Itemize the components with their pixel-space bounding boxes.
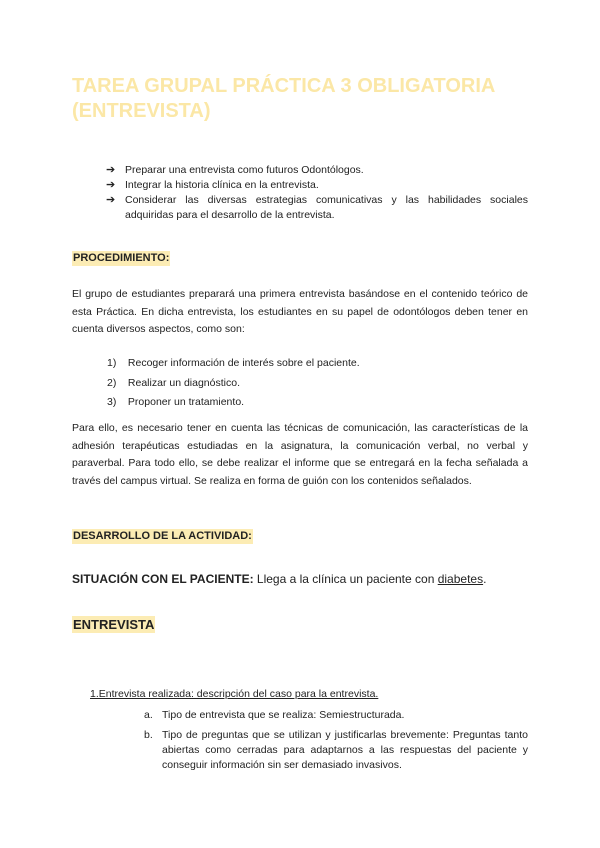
procedimiento-body: Para ello, es necesario tener en cuenta las técnicas de comunicación, las características de la adhesión terapéuticas estudiadas en la asignatura, la comunicación verbal, no verbal y paraverbal. Para todo ello, se debe realizar el informe que se entregará en la fecha señalada a través del campus virtual. Se realiza en forma de guión con los contenidos señalados.: [72, 422, 528, 487]
objective-text: Integrar la historia clínica en la entrevista.: [125, 179, 319, 191]
step-text: Recoger información de interés sobre el paciente.: [127, 357, 360, 369]
entrevista-items-list: [144, 708, 528, 778]
step-number: 3): [107, 396, 117, 408]
procedure-steps-list: [107, 354, 360, 413]
procedimiento-intro: El grupo de estudiantes preparará una primera entrevista basándose en el contenido teórico de esta Práctica. En dicha entrevista, los estudiantes en su papel de odontólogos deben tener en cuenta diversos aspectos, como son:: [72, 288, 528, 335]
document-title: [72, 74, 542, 124]
arrow-icon: ➔: [106, 164, 116, 176]
objective-item: [106, 193, 528, 223]
item-marker: b.: [144, 729, 153, 741]
step-number: 1): [107, 357, 117, 369]
entrevista-subheading: 1.Entrevista realizada: descripción del caso para la entrevista.: [90, 688, 379, 700]
procedimiento-heading: PROCEDIMIENTO:: [73, 252, 170, 264]
situation-label: SITUACIÓN CON EL PACIENTE:: [72, 572, 254, 586]
desarrollo-heading: DESARROLLO DE LA ACTIVIDAD:: [73, 530, 252, 542]
situation-text: Llega a la clínica un paciente con: [253, 572, 438, 586]
arrow-icon: ➔: [106, 179, 116, 191]
item-text: Tipo de entrevista que se realiza: Semiestructurada.: [162, 709, 405, 721]
procedure-step: [107, 374, 360, 394]
objective-item: [106, 163, 528, 178]
step-text: Realizar un diagnóstico.: [127, 376, 240, 389]
objectives-list: [106, 163, 528, 223]
diabetes-link[interactable]: diabetes: [437, 572, 484, 586]
entrevista-item: [144, 728, 528, 773]
procedure-step: [107, 393, 360, 413]
title-line-2: (ENTREVISTA): [72, 100, 211, 122]
objective-text: Preparar una entrevista como futuros Odontólogos.: [125, 164, 364, 176]
procedure-step: [107, 354, 360, 374]
entrevista-heading: ENTREVISTA: [73, 617, 155, 632]
step-number: 2): [107, 376, 117, 389]
arrow-icon: ➔: [106, 194, 116, 206]
item-marker: a.: [144, 709, 153, 721]
objective-text: Considerar las diversas estrategias comunicativas y las habilidades sociales adquiridas para el desarrollo de la entrevista.: [125, 194, 528, 221]
item-text: Tipo de preguntas que se utilizan y justificarlas brevemente: Preguntas tanto abiertas como cerradas para adaptarnos a las respuestas del paciente y conseguir información sin ser demasiado invasivos.: [162, 729, 528, 771]
objective-item: [106, 178, 528, 193]
patient-situation: [72, 571, 486, 587]
title-line-1: TAREA GRUPAL PRÁCTICA 3 OBLIGATORIA: [72, 75, 496, 97]
step-text: Proponer un tratamiento.: [127, 396, 245, 408]
situation-end: .: [483, 572, 487, 586]
entrevista-item: [144, 708, 528, 723]
